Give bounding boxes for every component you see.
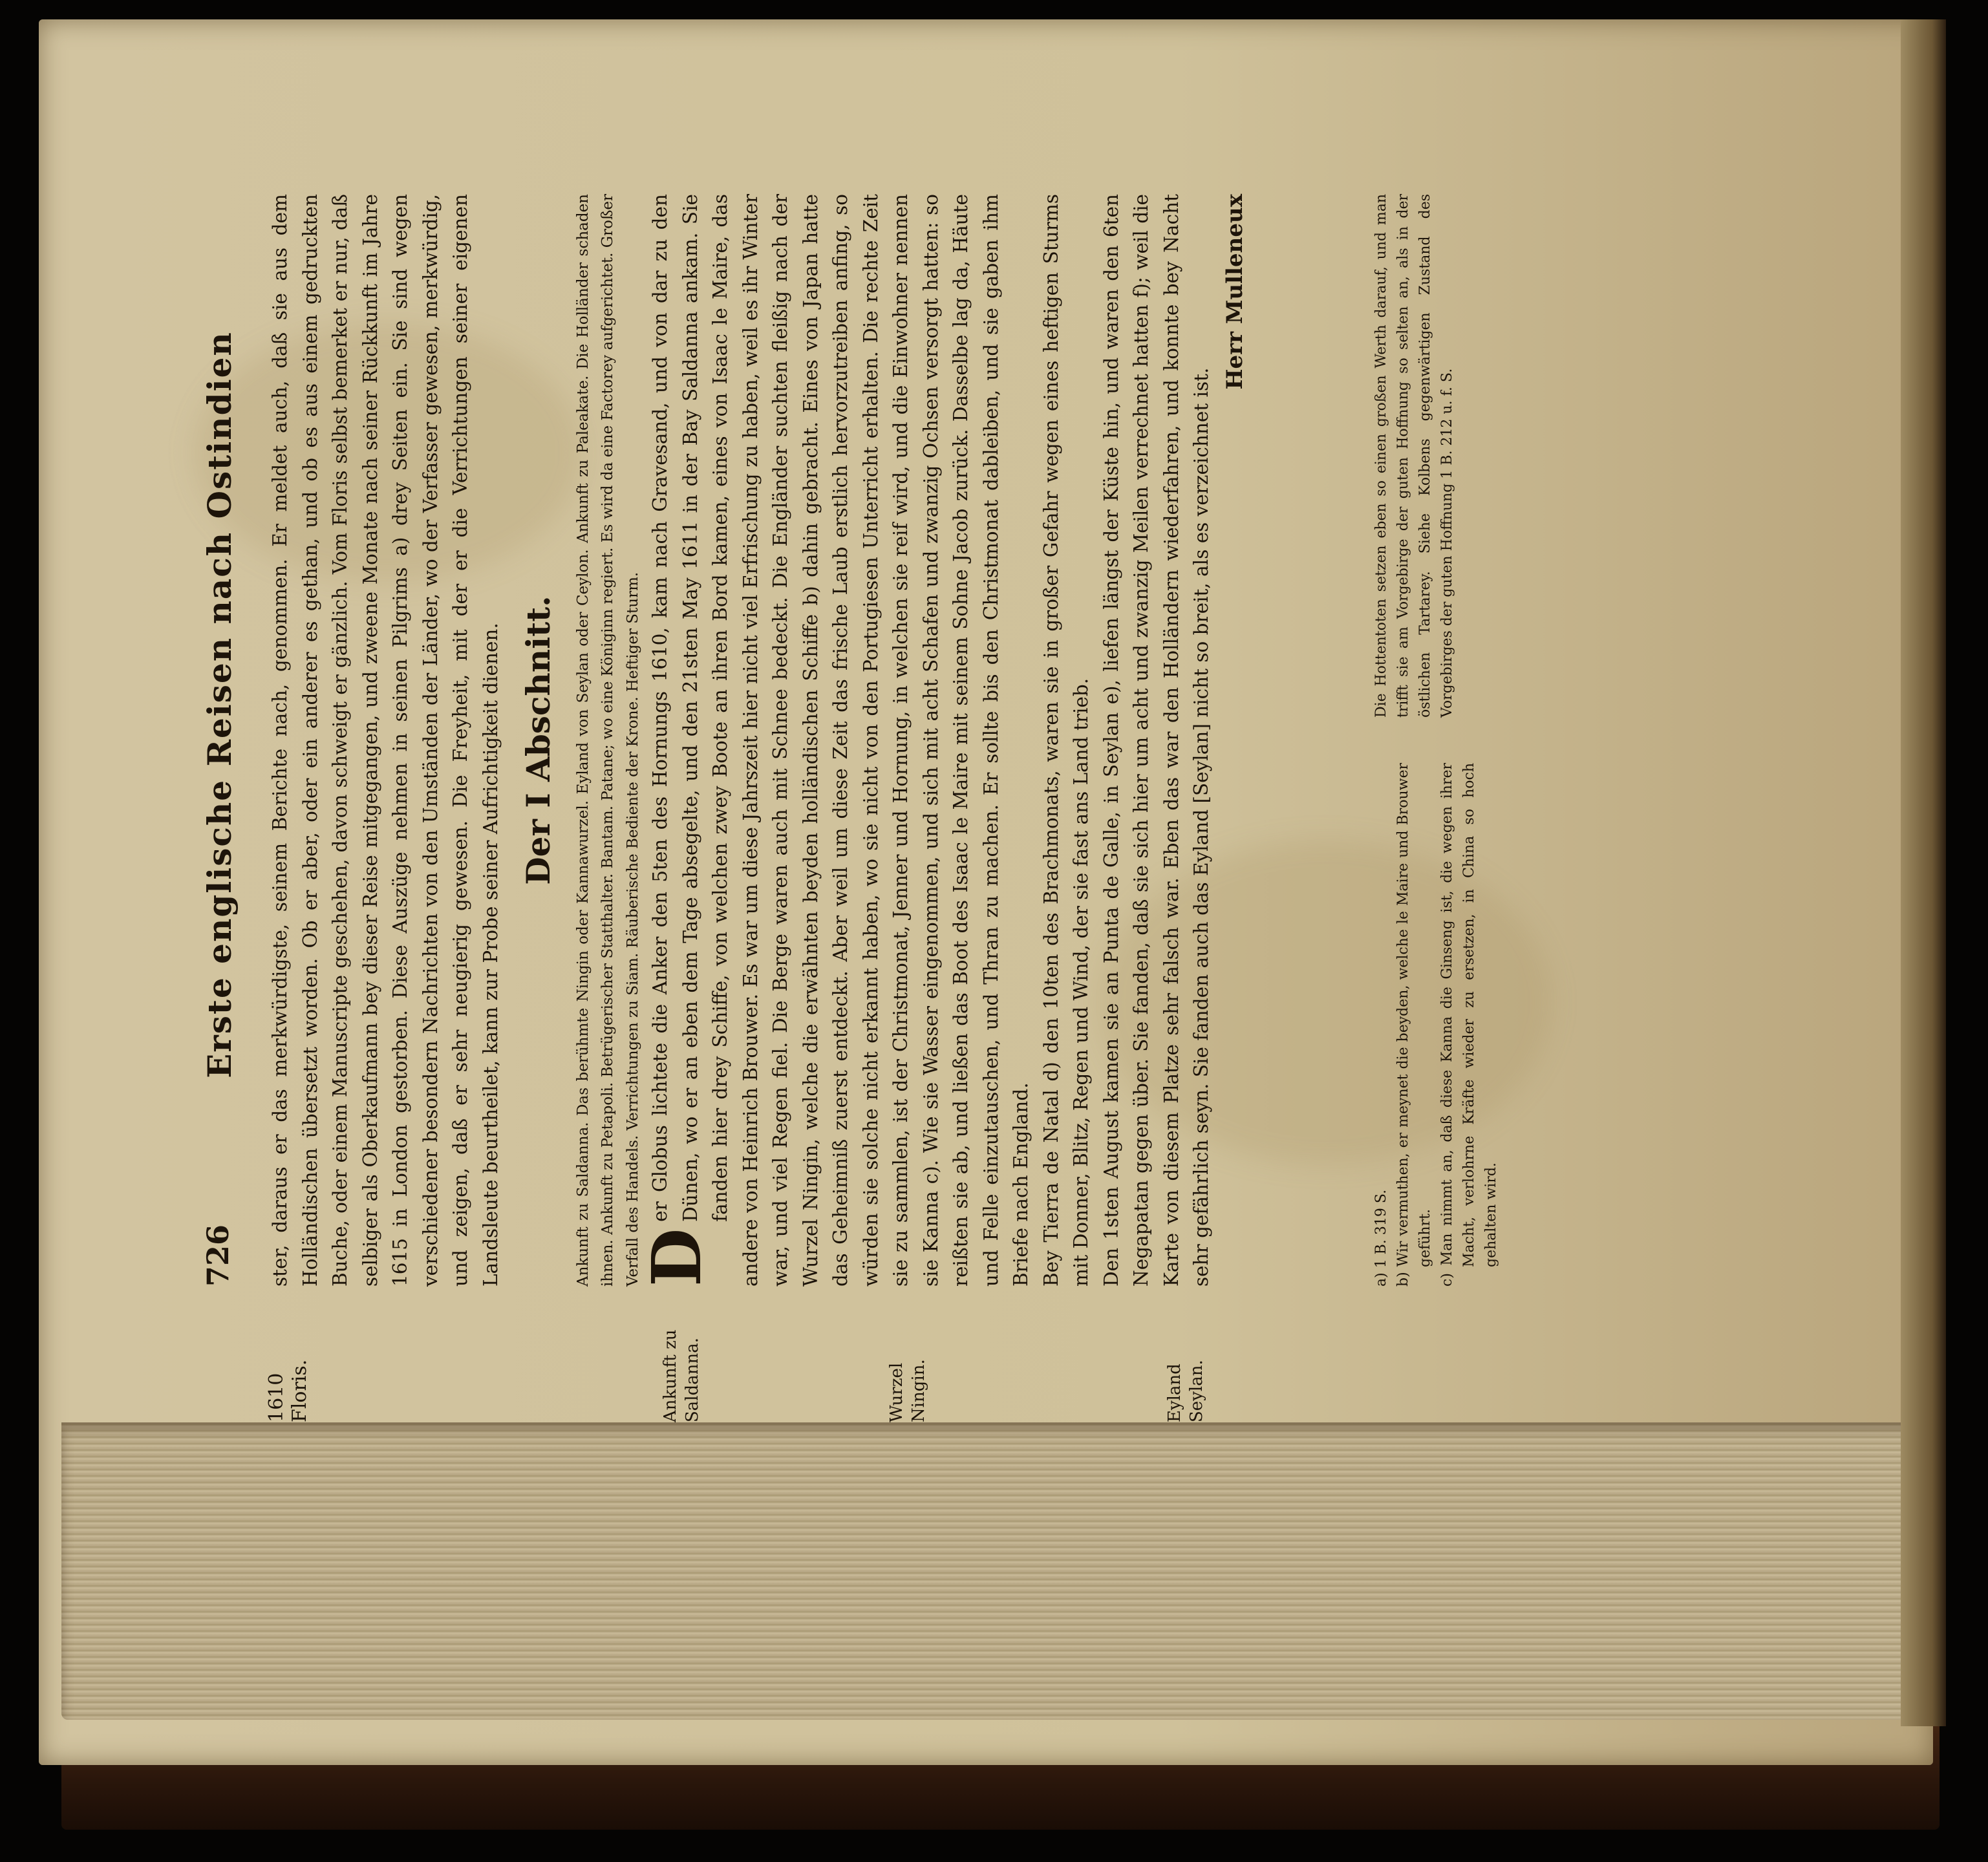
page-edges: [61, 1422, 1943, 1720]
paragraph-1-text: er Globus lichtete die Anker den 5ten des Hornungs 1610, kam nach Gravesand, und von dar zu den Dünen, wo er an eben dem Tage absegelte, und den 21sten May 1611 in der Bay Saldanna ankam. Sie fanden hier drey Schiffe, von welchen zwey Boote an ihren Bord kamen, eines von Isaac le Maire, das andere von Heinrich Brouwer. Es war um diese Jahrszeit hier nicht viel Erfrischung zu haben, weil es ihr Winter war, und viel Regen fiel. Die Berge waren auch mit Schnee bedeckt. Die Engländer suchten fleißig nach der Wurzel Ningin, welche die erwähnten beyden holländischen Schiffe b) dahin gebracht. Eines von Japan hatte das Geheimniß zuerst entdeckt. Aber weil um diese Zeit das frische Laub erstlich hervorzutreiben anfing, so würden sie solche nicht erkannt haben, wo sie nicht von den Portugiesen Unterricht erhalten. Die rechte Zeit sie zu sammlen, ist der Christmonat, Jenner und Hornung, in welchen sie reif wird, und die Einwohner nennen sie Kanna c). Wie sie Wasser eingenommen, und sich mit acht Schafen und zwanzig Ochsen versorgt hatten: so reißten sie ab, und ließen das Boot des Isaac le Maire mit seinem Sohne Jacob zurück. Dasselbe lag da, Häute und Felle einzutauschen, und Thran zu machen. Er sollte bis den Christmonat dableiben, und sie gaben ihm Briefe nach England.: [649, 194, 1032, 1287]
section-heading: Der I Abschnitt.: [519, 595, 557, 885]
footnote-c: c) Man nimmt an, daß diese Kanna die Ginseng ist, die wegen ihrer Macht, verlohrne Kräfte wieder zu ersetzen, in China so hoch gehalten wird.: [1439, 763, 1499, 1287]
section-summary: Ankunft zu Saldanna. Das berühmte Ningin oder Kannawurzel. Eyland von Seylan oder Ceylon. Ankunft zu Paleakate. Die Holländer schaden ihnen. Ankunft zu Petapoli. Betrügerischer Statthalter. Bantam. Patane; wo eine Königinn regiert. Es wird da eine Factorey aufgerichtet. Großer Verfall des Handels. Verrichtungen zu Siam. Räuberische Bediente der Krone. Heftiger Sturm.: [574, 194, 641, 1287]
intro-paragraph: ster, daraus er das merkwürdigste, seinem Berichte nach, genommen. Er meldet auch, daß sie aus dem Holländischen übersetzt worden. Ob er aber, oder ein anderer es gethan, und ob es aus einem gedruckten Buche, oder einem Manuscripte geschehen, davon schweigt er gänzlich. Vom Floris selbst bemerket er nur, daß selbiger als Oberkaufmann bey dieser Reise mitgegangen, und zweene Monate nach seiner Rückkunft im Jahre 1615 in London gestorben. Diese Auszüge nehmen in seinen Pilgrims a) drey Seiten ein. Sie sind wegen verschiedener besondern Nachrichten von den Umständen der Länder, wo der Verfasser gewesen, merkwürdig, und zeigen, daß er sehr neugierig gewesen. Die Freyheit, mit der er die Verrichtungen seiner eigenen Landsleute beurtheilet, kann zur Probe seiner Aufrichtigkeit dienen.: [269, 194, 502, 1287]
footnote-c-continued: Die Hottentoten setzen eben so einen großen Werth darauf, und man trifft sie am Vorgebirge der guten Hoffnung so selten an, als in der östlichen Tartarey. Siehe Kolbens gegenwärtigen Zustand des Vorgebirges der guten Hoffnung 1 B. 212 u. f. S.: [1373, 194, 1455, 718]
footnote-b: b) Wir vermuthen, er meynet die beyden, welche le Maire und Brouwer geführt.: [1395, 763, 1433, 1287]
paragraph-3: Den 1sten August kamen sie an Punta de Galle, in Seylan e), liefen längst der Küste hin, und waren den 6ten Negapatan gegen über. Sie fanden, daß sie sich hier um acht und zwanzig Meilen verrechnet hatten f); weil die Karte von diesem Platze sehr falsch war. Eben das war den Holländern wiederfahren, und konnte bey Nacht sehr gefährlich seyn. Sie fanden auch das Eyland [Seylan] nicht so breit, als es verzeichnet ist.: [1100, 194, 1212, 1287]
running-title: Erste englische Reisen nach Ostindien: [200, 331, 239, 1078]
body-text: [265, 194, 1249, 1287]
footnote-a: a) 1 B. 319 S.: [1373, 1189, 1389, 1287]
footnotes: [1371, 194, 1502, 1287]
printed-page: [181, 194, 1720, 1422]
page-header: [200, 194, 259, 1293]
margin-note-saldanna: Ankunft zu Saldanna.: [661, 1329, 702, 1422]
paragraph-2: Bey Tierra de Natal d) den 10ten des Brachmonats, waren sie in großer Gefahr wegen eines heftigen Sturms mit Donner, Blitz, Regen und Wind, der sie fast ans Land trieb.: [1040, 194, 1092, 1287]
footnotes-right: [1371, 194, 1502, 718]
margin-note-eyland: Eyland Seylan.: [1165, 1360, 1206, 1422]
drop-capital: D: [637, 1228, 716, 1287]
catchword: Herr Mulleneux: [1221, 194, 1248, 390]
page-number: 726: [200, 1224, 235, 1287]
margin-note-year: 1610 Floris.: [265, 1359, 311, 1422]
gutter-shadow: [1901, 19, 1946, 1726]
paragraph-1: [637, 194, 1036, 1287]
margin-note-wurzel: Wurzel Ningin.: [887, 1359, 928, 1422]
footnotes-left: [1371, 763, 1502, 1287]
